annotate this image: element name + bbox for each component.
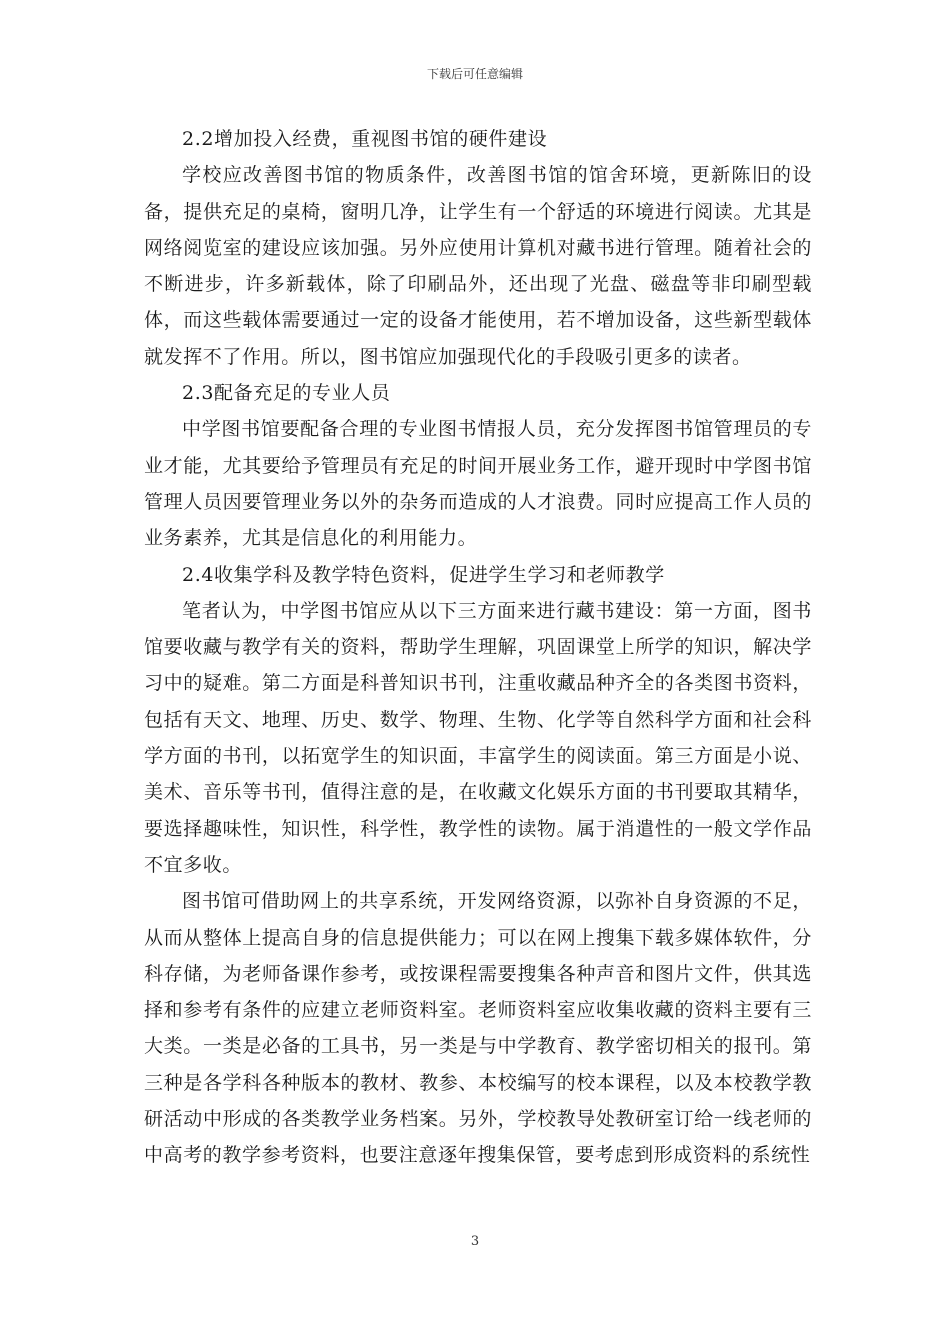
section-heading-2-4: 2.4收集学科及教学特色资料，促进学生学习和老师教学 bbox=[182, 563, 665, 586]
body-paragraph: 图书馆可借助网上的共享系统，开发网络资源，以弥补自身资源的不足，从而从整体上提高自身的信息提供能力；可以在网上搜集下载多媒体软件，分科存储，为老师备课作参考，或按课程需要搜集各种声音和图片文件，供其选择和参考有条件的应建立老师资料室。老师资料室应收集收藏的资料主要有三大类。一类是必备的工具书，另一类是与中学教育、教学密切相关的报刊。第三种是各学科各种版本的教材、教参、本校编写的校本课程，以及本校教学教研活动中形成的各类教学业务档案。另外，学校教导处教研室订给一线老师的中高考的教学参考资料，也要注意逐年搜集保管，要考虑到形成资料的系统性 bbox=[144, 890, 812, 1167]
section-heading-2-2: 2.2增加投入经费，重视图书馆的硬件建设 bbox=[182, 128, 548, 150]
body-paragraph: 学校应改善图书馆的物质条件，改善图书馆的馆舍环境，更新陈旧的设备，提供充足的桌椅，窗明几净，让学生有一个舒适的环境进行阅读。尤其是网络阅览室的建设应该加强。另外应使用计算机对藏书进行管理。随着社会的不断进步，许多新载体，除了印刷品外，还出现了光盘、磁盘等非印刷型载体，而这些载体需要通过一定的设备才能使用，若不增加设备，这些新型载体就发挥不了作用。所以，图书馆应加强现代化的手段吸引更多的读者。 bbox=[144, 164, 812, 368]
body-paragraph: 中学图书馆要配备合理的专业图书情报人员，充分发挥图书馆管理员的专业才能，尤其要给予管理员有充足的时间开展业务工作，避开现时中学图书馆管理人员因要管理业务以外的杂务而造成的人才浪费。同时应提高工作人员的业务素养，尤其是信息化的利用能力。 bbox=[144, 418, 812, 550]
document-body bbox=[144, 121, 812, 1174]
section-heading-2-3: 2.3配备充足的专业人员 bbox=[182, 382, 391, 405]
page-header: 下载后可任意编辑 bbox=[426, 67, 523, 81]
page-number: 3 bbox=[470, 1234, 480, 1249]
body-paragraph: 笔者认为，中学图书馆应从以下三方面来进行藏书建设：第一方面，图书馆要收藏与教学有关的资料，帮助学生理解，巩固课堂上所学的知识，解决学习中的疑难。第二方面是科普知识书刊，注重收藏品种齐全的各类图书资料，包括有天文、地理、历史、数学、物理、生物、化学等自然科学方面和社会科学方面的书刊，以拓宽学生的知识面，丰富学生的阅读面。第三方面是小说、美术、音乐等书刊，值得注意的是，在收藏文化娱乐方面的书刊要取其精华，要选择趣味性，知识性，科学性，教学性的读物。属于消遣性的一般文学作品不宜多收。 bbox=[144, 599, 812, 876]
